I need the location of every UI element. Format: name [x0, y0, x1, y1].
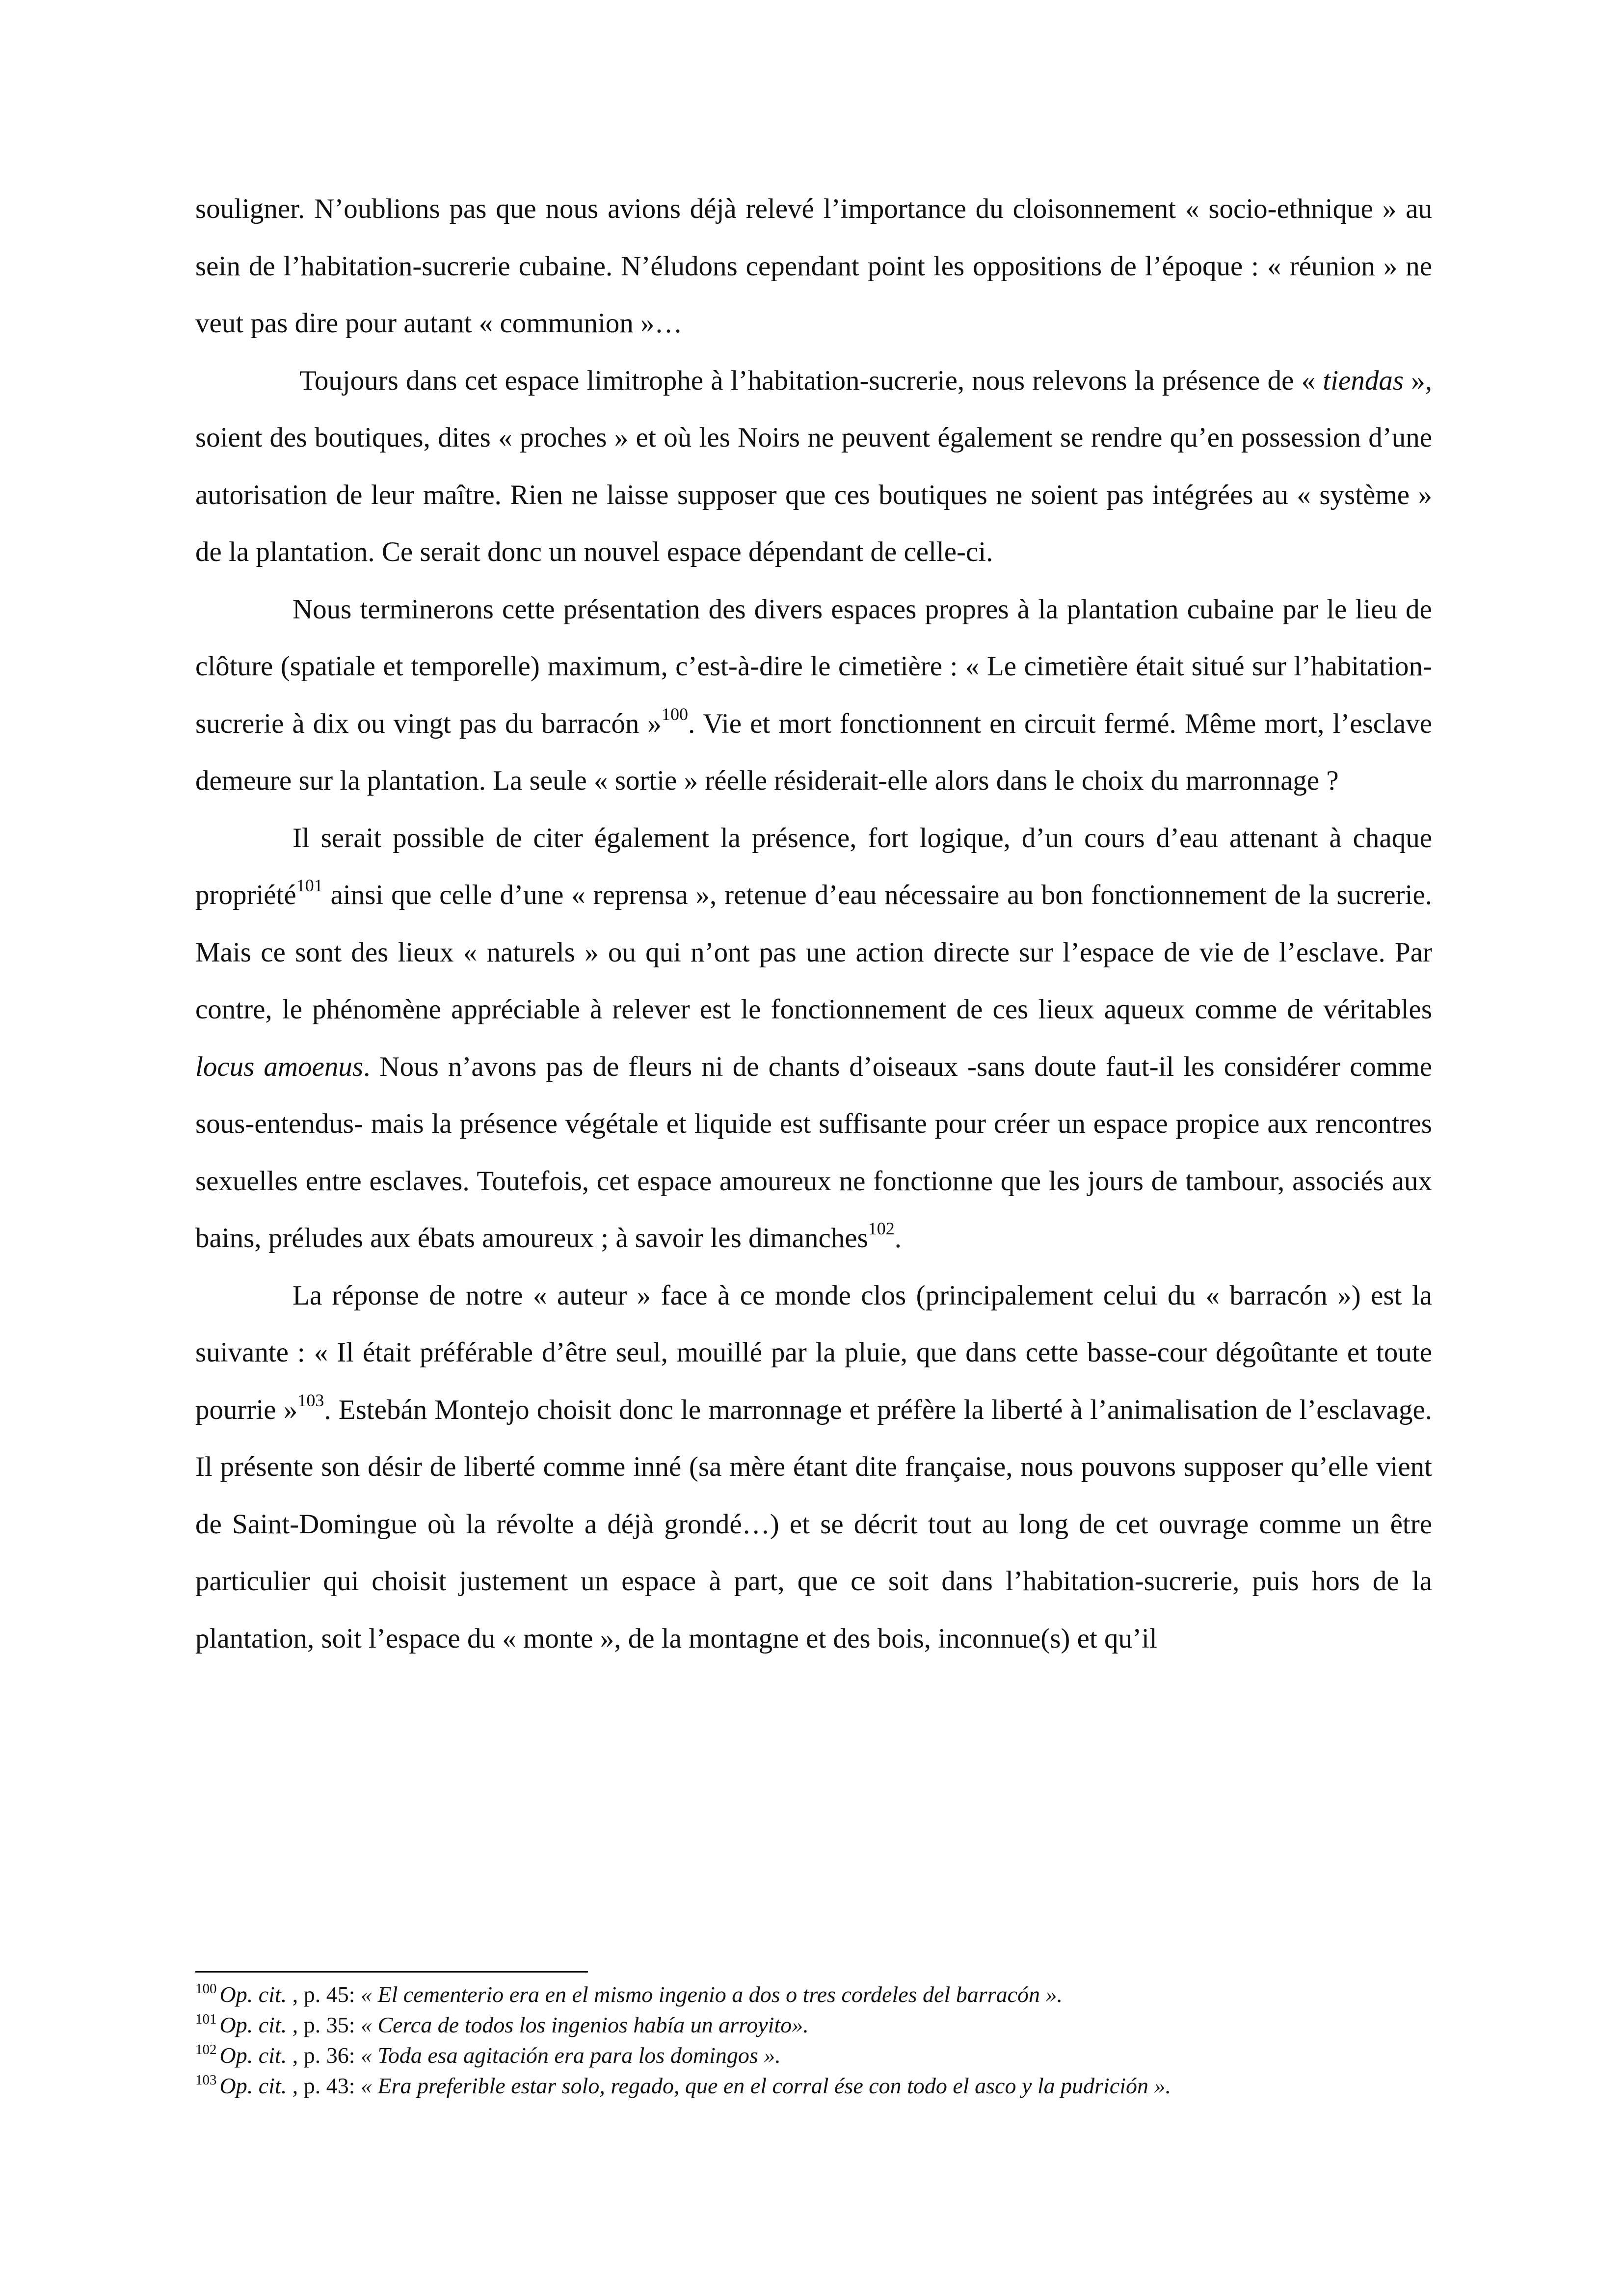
footnote-103: [195, 2072, 1452, 2103]
footnote-quote: « Toda esa agitación era para los domingos ».: [360, 2043, 781, 2068]
text-run: ainsi que celle d’une « reprensa », retenue d’eau nécessaire au bon fonctionnement de la sucrerie. Mais ce sont des lieux « naturels » ou qui n’ont pas une action directe sur l’espace de vie de l’esclave. Par contre, le phénomène appréciable à relever est le fonctionnement de ces lieux aqueux comme de véritables: [195, 880, 1432, 1025]
text-run: souligner. N’oublions pas que nous avions déjà relevé l’importance du cloisonnement « socio-ethnique » au sein de l’habitation-sucrerie cubaine. N’éludons cependant point les oppositions de l’époque : « réunion » ne veut pas dire pour autant « communion »…: [195, 193, 1432, 339]
footnote-ref: Op. cit.: [219, 2043, 287, 2068]
paragraph: [195, 352, 1432, 581]
footnote-ref: Op. cit.: [219, 1982, 287, 2007]
footnote-100: [195, 1981, 1452, 2011]
footnote-102: [195, 2042, 1452, 2072]
paragraph: [195, 581, 1432, 810]
paragraph: [195, 1267, 1432, 1668]
footnote-page: , p. 45:: [287, 1982, 361, 2007]
footnote-ref: Op. cit.: [219, 2073, 287, 2098]
italic-text: locus amoenus: [195, 1051, 364, 1082]
body-text: [195, 181, 1432, 1667]
text-run: Il serait possible de citer également la présence, fort logique, d’un cours d’eau attenant à chaque propriété: [195, 822, 1432, 910]
page-body: [195, 181, 1432, 1667]
footnote-reference: 103: [297, 1390, 324, 1410]
text-run: La réponse de notre « auteur » face à ce monde clos (principalement celui du « barracón ») est la suivante : « Il était préférable d’être seul, mouillé par la pluie, que dans cette basse-cour dégoûtante et toute pourrie »: [195, 1280, 1432, 1425]
footnote-number: 102: [195, 2042, 217, 2057]
footnote-number: 103: [195, 2072, 217, 2088]
paragraph: [195, 181, 1432, 352]
italic-text: tiendas: [1323, 365, 1404, 396]
footnote-quote: « El cementerio era en el mismo ingenio a dos o tres cordeles del barracón ».: [360, 1982, 1063, 2007]
text-run: . Estebán Montejo choisit donc le marronnage et préfère la liberté à l’animalisation de l’esclavage. Il présente son désir de liberté comme inné (sa mère étant dite française, nous pouvons supposer qu’elle vient de Saint-Domingue où la révolte a déjà grondé…) et se décrit tout au long de cet ouvrage comme un être particulier qui choisit justement un espace à part, que ce soit dans l’habitation-sucrerie, puis hors de la plantation, soit l’espace du « monte », de la montagne et des bois, inconnue(s) et qu’il: [195, 1394, 1432, 1654]
text-run: », soient des boutiques, dites « proches » et où les Noirs ne peuvent également se rendre qu’en possession d’une autorisation de leur maître. Rien ne laisse supposer que ces boutiques ne soient pas intégrées au « système » de la plantation. Ce serait donc un nouvel espace dépendant de celle-ci.: [195, 365, 1432, 567]
footnotes: [195, 1981, 1452, 2103]
footnote-number: 100: [195, 1981, 217, 1997]
text-run: Nous terminerons cette présentation des divers espaces propres à la plantation cubaine par le lieu de clôture (spatiale et temporelle) maximum, c’est-à-dire le cimetière : « Le cimetière était situé sur l’habitation-sucrerie à dix ou vingt pas du barracón »: [195, 593, 1432, 739]
footnote-reference: 100: [661, 704, 688, 724]
footnote-ref: Op. cit.: [219, 2012, 287, 2037]
footnote-number: 101: [195, 2011, 217, 2027]
paragraph: [195, 810, 1432, 1267]
footnote-reference: 101: [296, 876, 323, 895]
footnote-quote: « Era preferible estar solo, regado, que en el corral ése con todo el asco y la pudrición ».: [360, 2073, 1171, 2098]
footnote-reference: 102: [868, 1219, 895, 1238]
footnote-page: , p. 43:: [287, 2073, 361, 2098]
footnote-101: [195, 2011, 1452, 2042]
footnote-separator: [195, 1971, 588, 1973]
footnote-quote: « Cerca de todos los ingenios había un arroyito».: [360, 2012, 809, 2037]
text-run: .: [894, 1223, 902, 1254]
footnote-page: , p. 35:: [287, 2012, 361, 2037]
text-run: Toujours dans cet espace limitrophe à l’habitation-sucrerie, nous relevons la présence de «: [299, 365, 1323, 396]
text-run: . Vie et mort fonctionnent en circuit fermé. Même mort, l’esclave demeure sur la plantation. La seule « sortie » réelle résiderait-elle alors dans le choix du marronnage ?: [195, 708, 1432, 796]
footnote-page: , p. 36:: [287, 2043, 361, 2068]
text-run: . Nous n’avons pas de fleurs ni de chants d’oiseaux -sans doute faut-il les considérer comme sous-entendus- mais la présence végétale et liquide est suffisante pour créer un espace propice aux rencontres sexuelles entre esclaves. Toutefois, cet espace amoureux ne fonctionne que les jours de tambour, associés aux bains, préludes aux ébats amoureux ; à savoir les dimanches: [195, 1051, 1432, 1254]
